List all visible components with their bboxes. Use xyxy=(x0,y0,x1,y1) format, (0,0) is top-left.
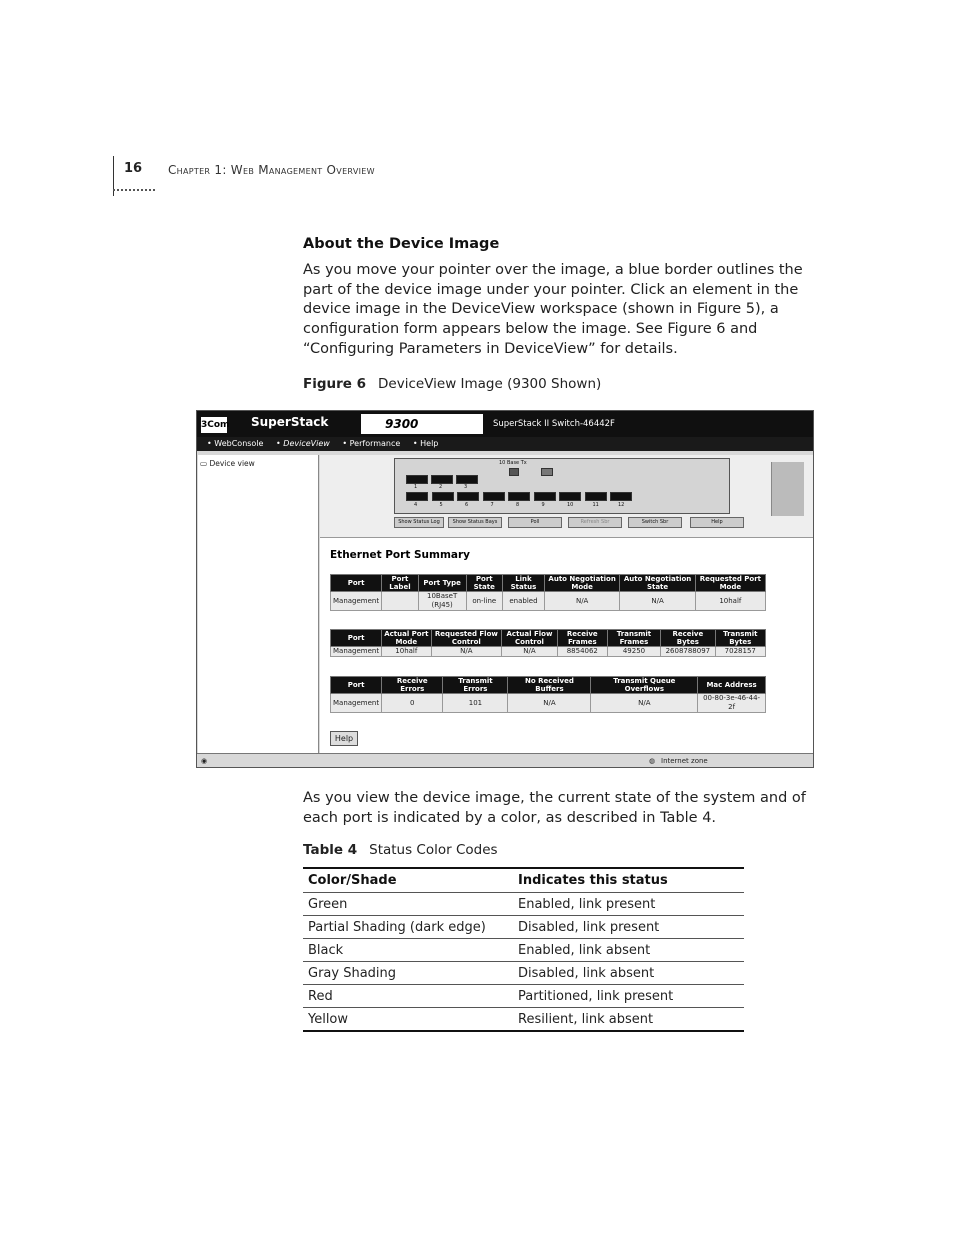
nav-deviceview[interactable]: • DeviceView xyxy=(276,439,330,448)
table-cell: on-line xyxy=(466,592,502,611)
column-header: Port State xyxy=(466,575,502,592)
port-table-3 xyxy=(330,676,766,713)
switch-button[interactable]: Switch Sbr xyxy=(628,517,682,528)
port-5[interactable] xyxy=(432,492,454,501)
column-header: No Received Buffers xyxy=(508,677,591,694)
paragraph-status: As you view the device image, the current state of the system and of each port is indicated by a color, as described in Table 4. xyxy=(303,790,806,826)
table-cell: Management xyxy=(331,592,382,611)
port-number: 2 xyxy=(439,484,443,490)
table-label: Table 4 xyxy=(303,842,358,858)
column-header: Auto Negotiation Mode xyxy=(544,575,619,592)
nav-help[interactable]: • Help xyxy=(412,439,439,448)
column-header: Actual Flow Control xyxy=(502,630,558,647)
power-side-panel xyxy=(771,462,804,516)
column-header: Transmit Frames xyxy=(607,630,660,647)
paragraph-intro: As you move your pointer over the image, a blue border outlines the part of the device image under your pointer. Click an element in the device image in the DeviceView workspace (shown in Figure 5), a configuration form appears below the image. See Figure 6 and “Configuring Parameters in DeviceView” for details. xyxy=(303,262,803,357)
poll-button[interactable]: Poll xyxy=(508,517,562,528)
column-header: Port xyxy=(331,630,382,647)
port-number: 4 xyxy=(414,502,418,508)
tree-pane xyxy=(198,455,319,753)
port-uplink[interactable] xyxy=(509,468,519,476)
column-header: Port Label xyxy=(382,575,419,592)
port-number: 8 xyxy=(516,502,520,508)
table-row xyxy=(303,962,744,985)
device-front-panel[interactable] xyxy=(394,458,730,514)
table-cell: 10half xyxy=(382,647,431,657)
3com-logo: 3Com xyxy=(201,417,227,433)
model-number: 9300 xyxy=(361,414,483,434)
show-status-bays-button[interactable]: Show Status Bays xyxy=(448,517,502,528)
port-11[interactable] xyxy=(585,492,607,501)
status-cell: Enabled, link present xyxy=(513,893,744,916)
table-row xyxy=(303,1008,744,1032)
color-cell: Partial Shading (dark edge) xyxy=(303,916,513,939)
table-cell: Management xyxy=(331,694,382,713)
port-module[interactable] xyxy=(541,468,553,476)
table-row xyxy=(303,985,744,1008)
content-pane xyxy=(320,455,814,753)
table-cell: N/A xyxy=(431,647,502,657)
port-4[interactable] xyxy=(406,492,428,501)
port-10[interactable] xyxy=(559,492,581,501)
figure-title: DeviceView Image (9300 Shown) xyxy=(378,376,602,392)
table-cell: 101 xyxy=(443,694,508,713)
nav-webconsole[interactable]: • WebConsole xyxy=(207,439,264,448)
table-row xyxy=(303,939,744,962)
column-header: Requested Port Mode xyxy=(695,575,765,592)
color-cell: Gray Shading xyxy=(303,962,513,985)
table-cell: Management xyxy=(331,647,382,657)
brand-name: SuperStack xyxy=(251,415,329,429)
status-cell: Enabled, link absent xyxy=(513,939,744,962)
table-cell: N/A xyxy=(591,694,698,713)
column-header: Transmit Errors xyxy=(443,677,508,694)
port-7[interactable] xyxy=(483,492,505,501)
status-color-table xyxy=(303,867,744,1032)
status-cell: Partitioned, link present xyxy=(513,985,744,1008)
table-cell: 7028157 xyxy=(715,647,765,657)
screenshot-nav xyxy=(197,437,814,451)
screenshot-header xyxy=(197,411,814,437)
table-cell: 0 xyxy=(382,694,443,713)
port-number: 9 xyxy=(541,502,545,508)
tree-item-device-view[interactable]: ▭ Device view xyxy=(200,459,255,468)
refresh-button[interactable]: Refresh Sbr xyxy=(568,517,622,528)
table-cell: enabled xyxy=(502,592,544,611)
table-row xyxy=(303,916,744,939)
device-name: SuperStack II Switch-46442F xyxy=(493,419,615,429)
port-number: 7 xyxy=(490,502,494,508)
folder-icon: ▭ xyxy=(200,459,208,468)
column-header: Auto Negotiation State xyxy=(620,575,695,592)
column-header: Transmit Queue Overflows xyxy=(591,677,698,694)
nav-performance[interactable]: • Performance xyxy=(342,439,401,448)
table-cell: 8854062 xyxy=(557,647,607,657)
table-cell xyxy=(382,592,419,611)
port-number: 12 xyxy=(618,502,625,508)
figure-label: Figure 6 xyxy=(303,376,367,392)
page-number: 16 xyxy=(124,161,143,176)
port-9[interactable] xyxy=(534,492,556,501)
column-header: Actual Port Mode xyxy=(382,630,431,647)
port-3[interactable] xyxy=(456,475,478,484)
dotted-ornament xyxy=(113,185,155,191)
table-cell: 10BaseT (RJ45) xyxy=(418,592,466,611)
col-color-header: Color/Shade xyxy=(303,868,513,893)
ie-icon: ◉ xyxy=(201,757,208,765)
port-table-1 xyxy=(330,574,766,611)
column-header: Port Type xyxy=(418,575,466,592)
figure-caption xyxy=(303,376,601,392)
show-status-log-button[interactable]: Show Status Log xyxy=(394,517,444,528)
column-header: Link Status xyxy=(502,575,544,592)
table-cell: N/A xyxy=(502,647,558,657)
status-bar xyxy=(197,753,814,768)
color-cell: Green xyxy=(303,893,513,916)
port-1[interactable] xyxy=(406,475,428,484)
port-number: 1 xyxy=(414,484,418,490)
section-heading: About the Device Image xyxy=(303,236,500,252)
port-12[interactable] xyxy=(610,492,632,501)
table-cell: 00-80-3e-46-44-2f xyxy=(698,694,766,713)
table-cell: N/A xyxy=(620,592,695,611)
color-cell: Black xyxy=(303,939,513,962)
column-header: Port xyxy=(331,575,382,592)
toolbar-help-button[interactable]: Help xyxy=(690,517,744,528)
column-header: Receive Frames xyxy=(557,630,607,647)
table-caption xyxy=(303,842,498,858)
device-image-area xyxy=(320,455,814,538)
col-status-header: Indicates this status xyxy=(513,868,744,893)
status-cell: Resilient, link absent xyxy=(513,1008,744,1032)
column-header: Requested Flow Control xyxy=(431,630,502,647)
status-zone: Internet zone xyxy=(661,757,708,765)
chapter-title: Chapter 1: Web Management Overview xyxy=(168,163,375,177)
column-header: Mac Address xyxy=(698,677,766,694)
table-cell: 49250 xyxy=(607,647,660,657)
port-number: 6 xyxy=(465,502,469,508)
device-label: 10 Base Tx xyxy=(499,460,527,466)
table-cell: 10half xyxy=(695,592,765,611)
column-header: Transmit Bytes xyxy=(715,630,765,647)
summary-title: Ethernet Port Summary xyxy=(330,549,471,561)
deviceview-screenshot xyxy=(196,410,814,768)
port-number: 11 xyxy=(592,502,599,508)
port-number: 3 xyxy=(464,484,468,490)
table-cell: 2608788097 xyxy=(661,647,715,657)
port-6[interactable] xyxy=(457,492,479,501)
port-number: 5 xyxy=(439,502,443,508)
port-2[interactable] xyxy=(431,475,453,484)
table-cell: N/A xyxy=(544,592,619,611)
status-cell: Disabled, link absent xyxy=(513,962,744,985)
column-header: Port xyxy=(331,677,382,694)
color-cell: Yellow xyxy=(303,1008,513,1032)
table-title: Status Color Codes xyxy=(369,842,498,858)
zone-icon: ◍ xyxy=(649,757,656,765)
port-table-2 xyxy=(330,629,766,657)
color-cell: Red xyxy=(303,985,513,1008)
port-number: 10 xyxy=(567,502,574,508)
table-row xyxy=(303,893,744,916)
column-header: Receive Bytes xyxy=(661,630,715,647)
table-cell: N/A xyxy=(508,694,591,713)
port-8[interactable] xyxy=(508,492,530,501)
help-button[interactable]: Help xyxy=(330,731,358,746)
column-header: Receive Errors xyxy=(382,677,443,694)
status-cell: Disabled, link present xyxy=(513,916,744,939)
